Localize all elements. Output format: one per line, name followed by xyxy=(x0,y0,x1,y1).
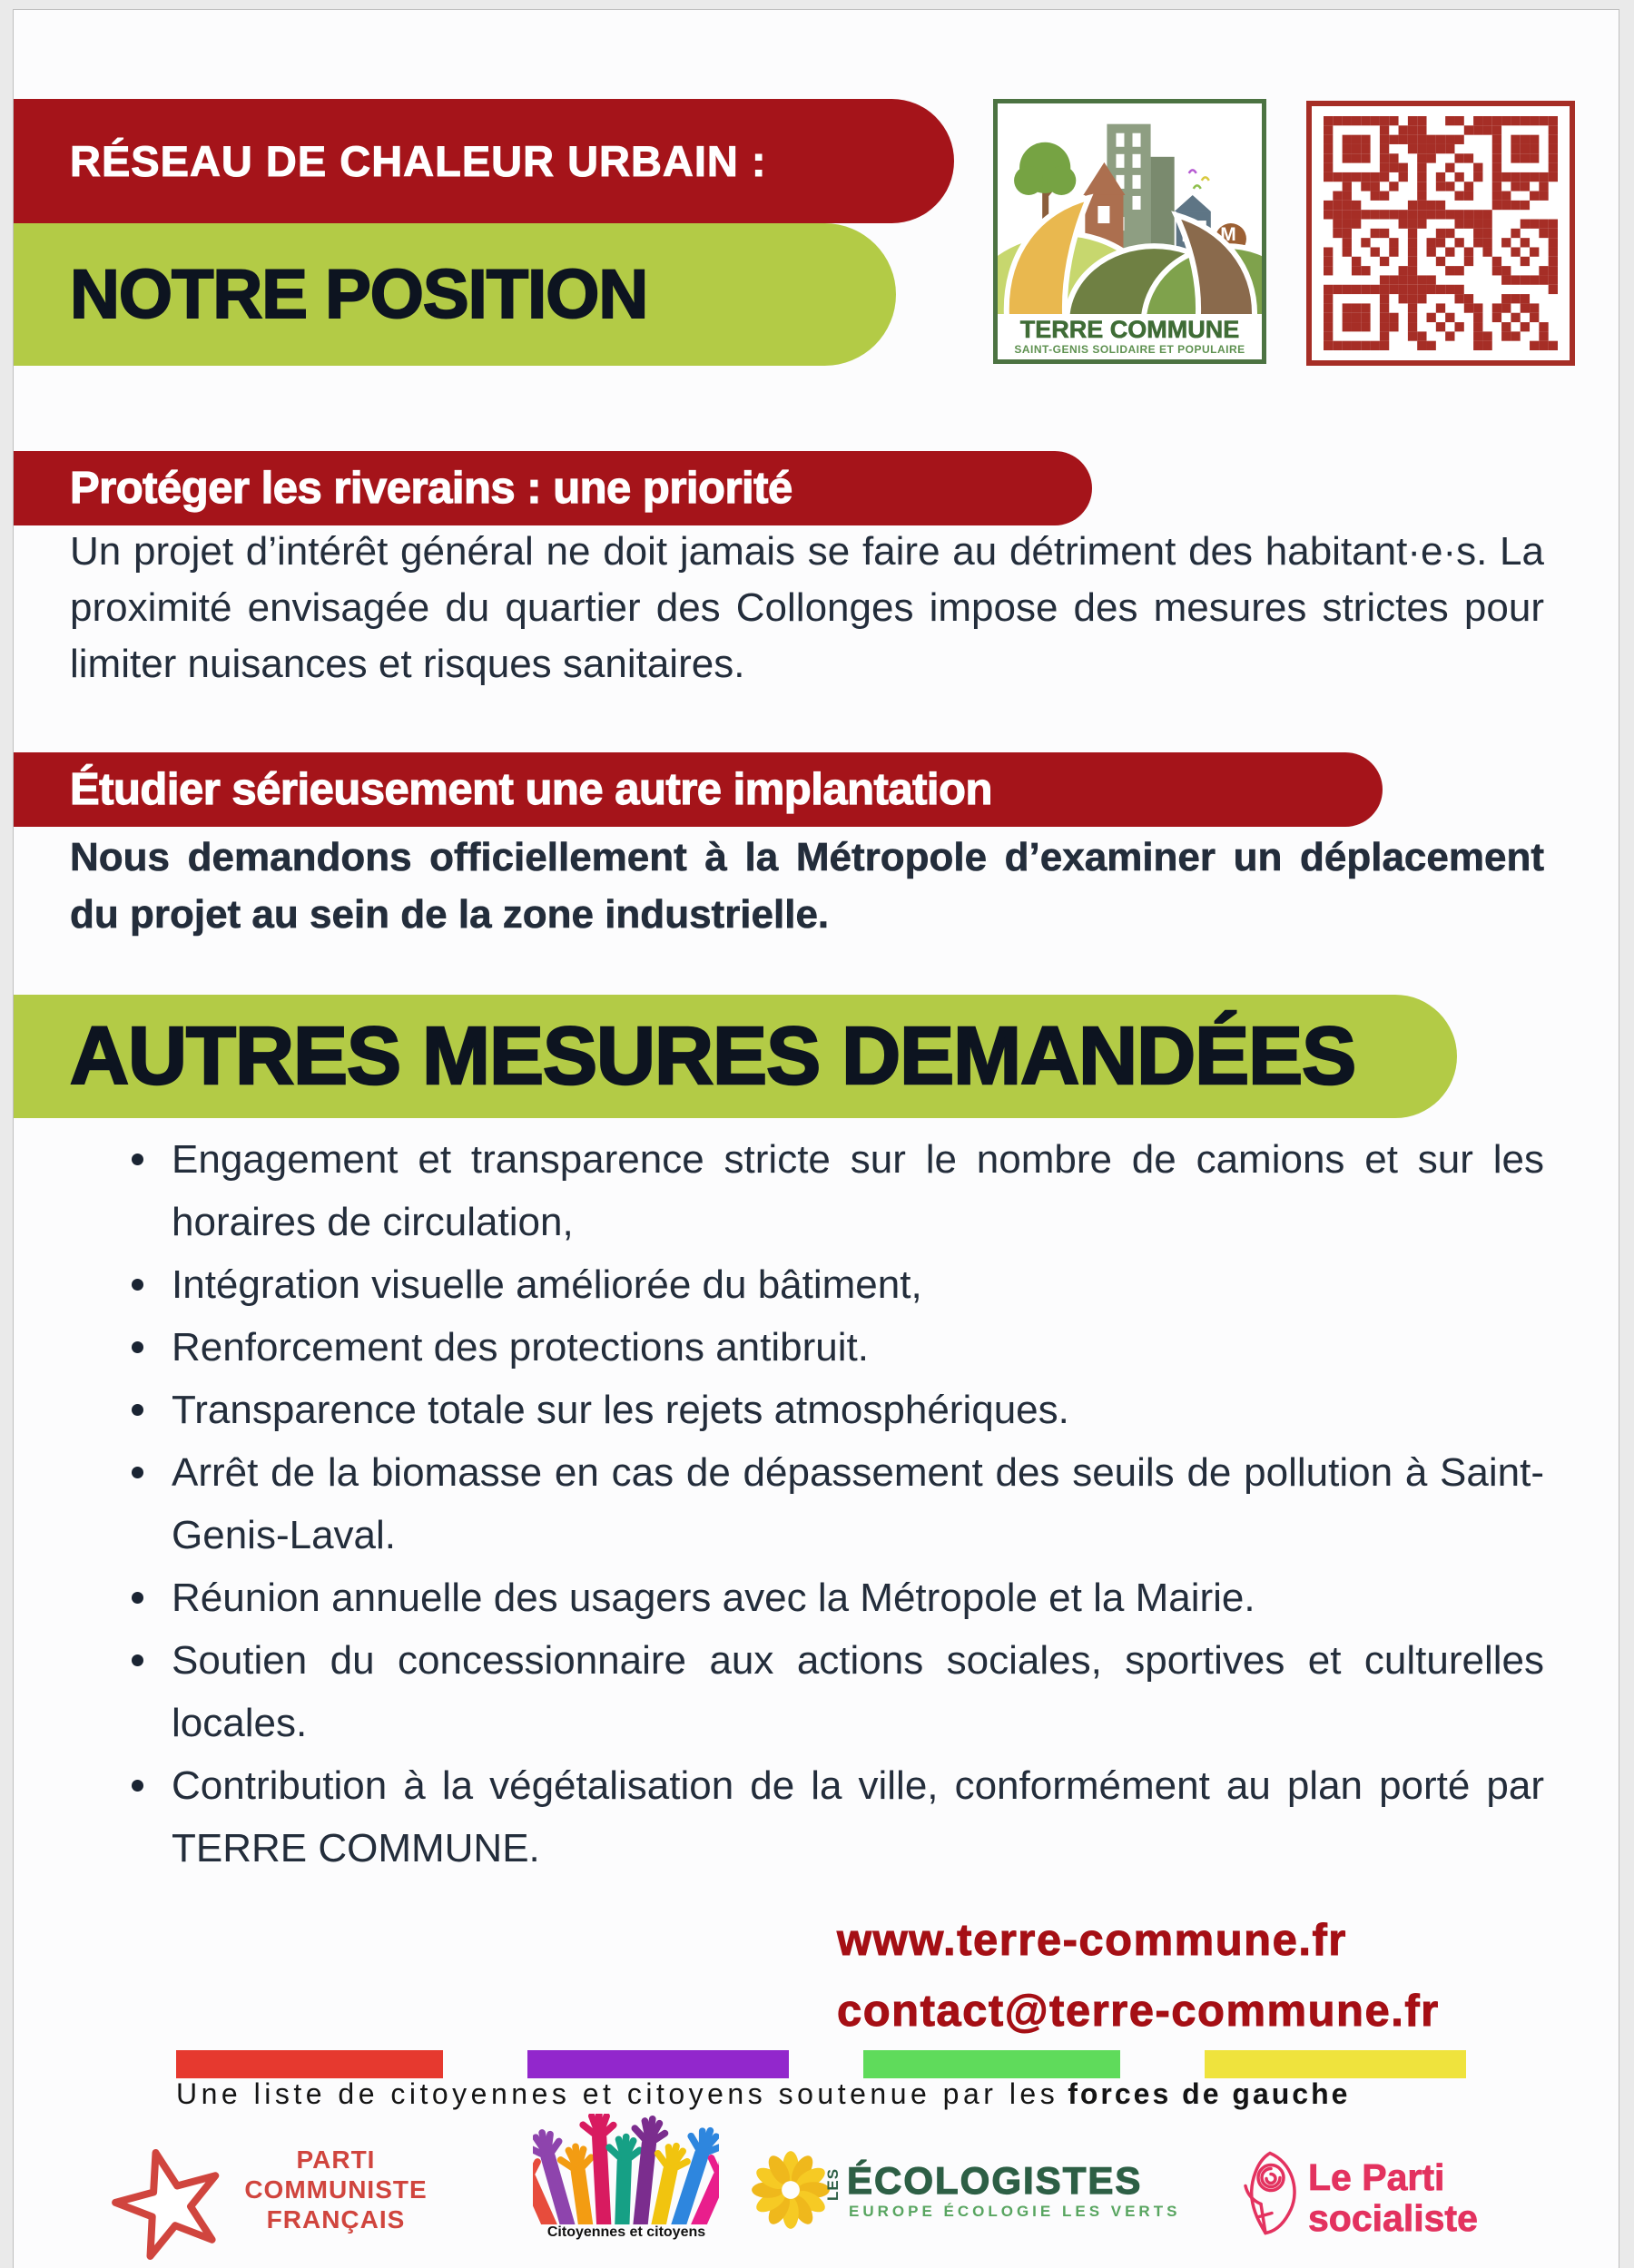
ps-line1: Le Parti xyxy=(1308,2156,1445,2198)
measures-list xyxy=(103,1128,1544,1880)
ps-label xyxy=(1308,2157,1478,2239)
eelv-sunflower-icon xyxy=(751,2150,831,2230)
measure-item: Réunion annuelle des usagers avec la Métropole et la Mairie. xyxy=(103,1566,1544,1629)
measure-item: Contribution à la végétalisation de la ville, conformément au plan porté par TERRE COMMUNE. xyxy=(103,1754,1544,1880)
measure-item: Intégration visuelle améliorée du bâtiment, xyxy=(103,1253,1544,1316)
qr-code-icon xyxy=(1324,116,1558,350)
support-text-bold: forces de gauche xyxy=(1068,2077,1351,2110)
measures-title-banner xyxy=(14,995,1457,1118)
landscape-illustration-icon xyxy=(998,103,1262,314)
measure-item: Arrêt de la biomasse en cas de dépassement des seuils de pollution à Saint-Genis-Laval. xyxy=(103,1441,1544,1566)
citizens-hands-icon xyxy=(533,2114,719,2224)
measure-item: Renforcement des protections antibruit. xyxy=(103,1316,1544,1379)
section-2-title-banner xyxy=(14,752,1383,827)
measure-item: Engagement et transparence stricte sur le nombre de camions et sur les horaires de circulation, xyxy=(103,1128,1544,1253)
pcf-line: PARTI xyxy=(296,2145,376,2174)
section-1-body: Un projet d’intérêt général ne doit jamais se faire au détriment des habitant·e·s. La proximité envisagée du quartier des Collonges impose des mesures strictes pour limiter nuisances et risques sanitaires. xyxy=(70,529,1544,686)
eelv-subtitle-label: EUROPE ÉCOLOGIE LES VERTS xyxy=(849,2203,1181,2220)
section-1-title-banner xyxy=(14,451,1092,525)
header-title-banner xyxy=(14,223,896,366)
qr-code xyxy=(1306,101,1575,366)
ps-line2: socialiste xyxy=(1308,2197,1478,2239)
pcf-line: COMMUNISTE xyxy=(244,2175,428,2204)
support-bar-yellow xyxy=(1205,2050,1466,2078)
ps-rose-icon xyxy=(1232,2148,1304,2237)
website-link[interactable]: www.terre-commune.fr xyxy=(837,1916,1347,1965)
email-link[interactable]: contact@terre-commune.fr xyxy=(837,1987,1440,2036)
pcf-line: FRANÇAIS xyxy=(266,2205,406,2234)
metropole-badge: M xyxy=(1220,224,1236,245)
measure-item: Soutien du concessionnaire aux actions sociales, sportives et culturelles locales. xyxy=(103,1629,1544,1754)
section-1-title: Protéger les riverains : une priorité xyxy=(70,464,792,513)
support-bar-purple xyxy=(527,2050,789,2078)
flyer-page xyxy=(13,9,1619,2268)
measures-title: AUTRES MESURES DEMANDÉES xyxy=(70,1010,1356,1102)
support-text xyxy=(176,2077,1492,2111)
support-bar-red xyxy=(176,2050,443,2078)
section-2-body: Nous demandons officiellement à la Métropole d’examiner un déplacement du projet au sein de la zone industrielle. xyxy=(70,835,1544,937)
support-text-prefix: Une liste de citoyennes et citoyens soutenue par les xyxy=(176,2077,1059,2110)
support-bar-green xyxy=(863,2050,1120,2078)
contact-block xyxy=(837,1905,1440,2047)
section-2-title: Étudier sérieusement une autre implantation xyxy=(70,765,992,814)
logo-subtitle: SAINT-GENIS SOLIDAIRE ET POPULAIRE xyxy=(1014,343,1245,356)
eelv-name-label: ÉCOLOGISTES xyxy=(847,2159,1143,2202)
header-kicker-banner xyxy=(14,99,954,223)
pcf-star-icon xyxy=(106,2137,233,2264)
eelv-les-label: LES xyxy=(824,2167,842,2201)
logo-name: TERRE COMMUNE xyxy=(1019,316,1240,343)
pcf-label xyxy=(231,2145,440,2234)
citizens-label: Citoyennes et citoyens xyxy=(546,2224,706,2240)
header-kicker: RÉSEAU DE CHALEUR URBAIN : xyxy=(70,137,767,185)
terre-commune-logo-card xyxy=(993,99,1266,364)
page-title: NOTRE POSITION xyxy=(70,256,648,333)
measure-item: Transparence totale sur les rejets atmosphériques. xyxy=(103,1379,1544,1441)
